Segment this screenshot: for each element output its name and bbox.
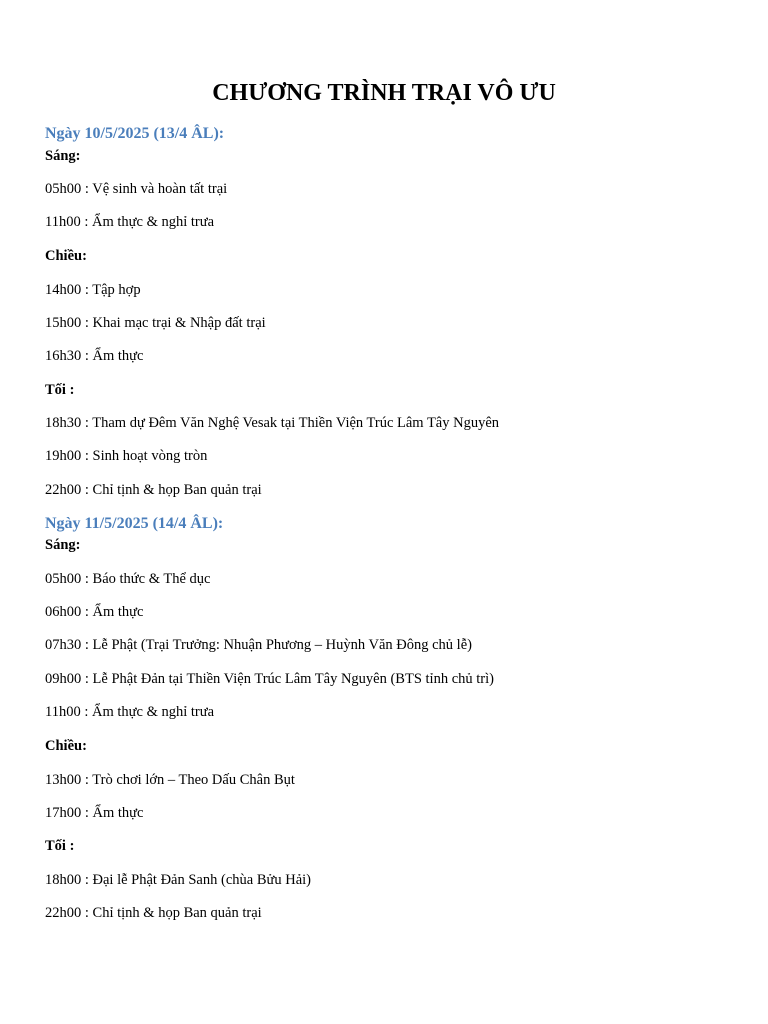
day-heading: Ngày 11/5/2025 (14/4 ÂL): — [45, 515, 224, 532]
schedule-item: 11h00 : Ẩm thực & nghỉ trưa — [45, 214, 215, 230]
period-label: Tối : — [45, 382, 75, 398]
period-label: Chiều: — [45, 248, 87, 264]
period-label: Chiều: — [45, 738, 87, 754]
document-title: CHƯƠNG TRÌNH TRẠI VÔ ƯU — [212, 80, 556, 106]
schedule-item: 17h00 : Ẩm thực — [45, 805, 144, 821]
day-heading: Ngày 10/5/2025 (13/4 ÂL): — [45, 125, 225, 142]
schedule-item: 18h30 : Tham dự Đêm Văn Nghệ Vesak tại Thiền Viện Trúc Lâm Tây Nguyên — [45, 415, 500, 431]
schedule-item: 05h00 : Báo thức & Thể dục — [45, 571, 211, 587]
schedule-item: 06h00 : Ẩm thực — [45, 604, 144, 620]
schedule-item: 22h00 : Chỉ tịnh & họp Ban quản trại — [45, 905, 262, 921]
schedule-item: 05h00 : Vệ sinh và hoàn tất trại — [45, 181, 228, 197]
period-label: Sáng: — [45, 537, 81, 553]
schedule-item: 07h30 : Lễ Phật (Trại Trưởng: Nhuận Phương – Huỳnh Văn Đông chủ lễ) — [45, 637, 472, 653]
schedule-item: 18h00 : Đại lễ Phật Đản Sanh (chùa Bửu Hải) — [45, 872, 311, 888]
period-label: Sáng: — [45, 148, 81, 164]
schedule-item: 22h00 : Chỉ tịnh & họp Ban quản trại — [45, 482, 262, 498]
schedule-item: 13h00 : Trò chơi lớn – Theo Dấu Chân Bụt — [45, 772, 295, 788]
schedule-item: 15h00 : Khai mạc trại & Nhập đất trại — [45, 315, 266, 331]
schedule-item: 09h00 : Lễ Phật Đản tại Thiền Viện Trúc Lâm Tây Nguyên (BTS tỉnh chủ trì) — [45, 671, 494, 687]
schedule-item: 19h00 : Sinh hoạt vòng tròn — [45, 448, 208, 464]
schedule-item: 14h00 : Tập hợp — [45, 282, 141, 298]
schedule-item: 11h00 : Ẩm thực & nghỉ trưa — [45, 704, 215, 720]
schedule-item: 16h30 : Ẩm thực — [45, 348, 144, 364]
period-label: Tối : — [45, 838, 75, 854]
